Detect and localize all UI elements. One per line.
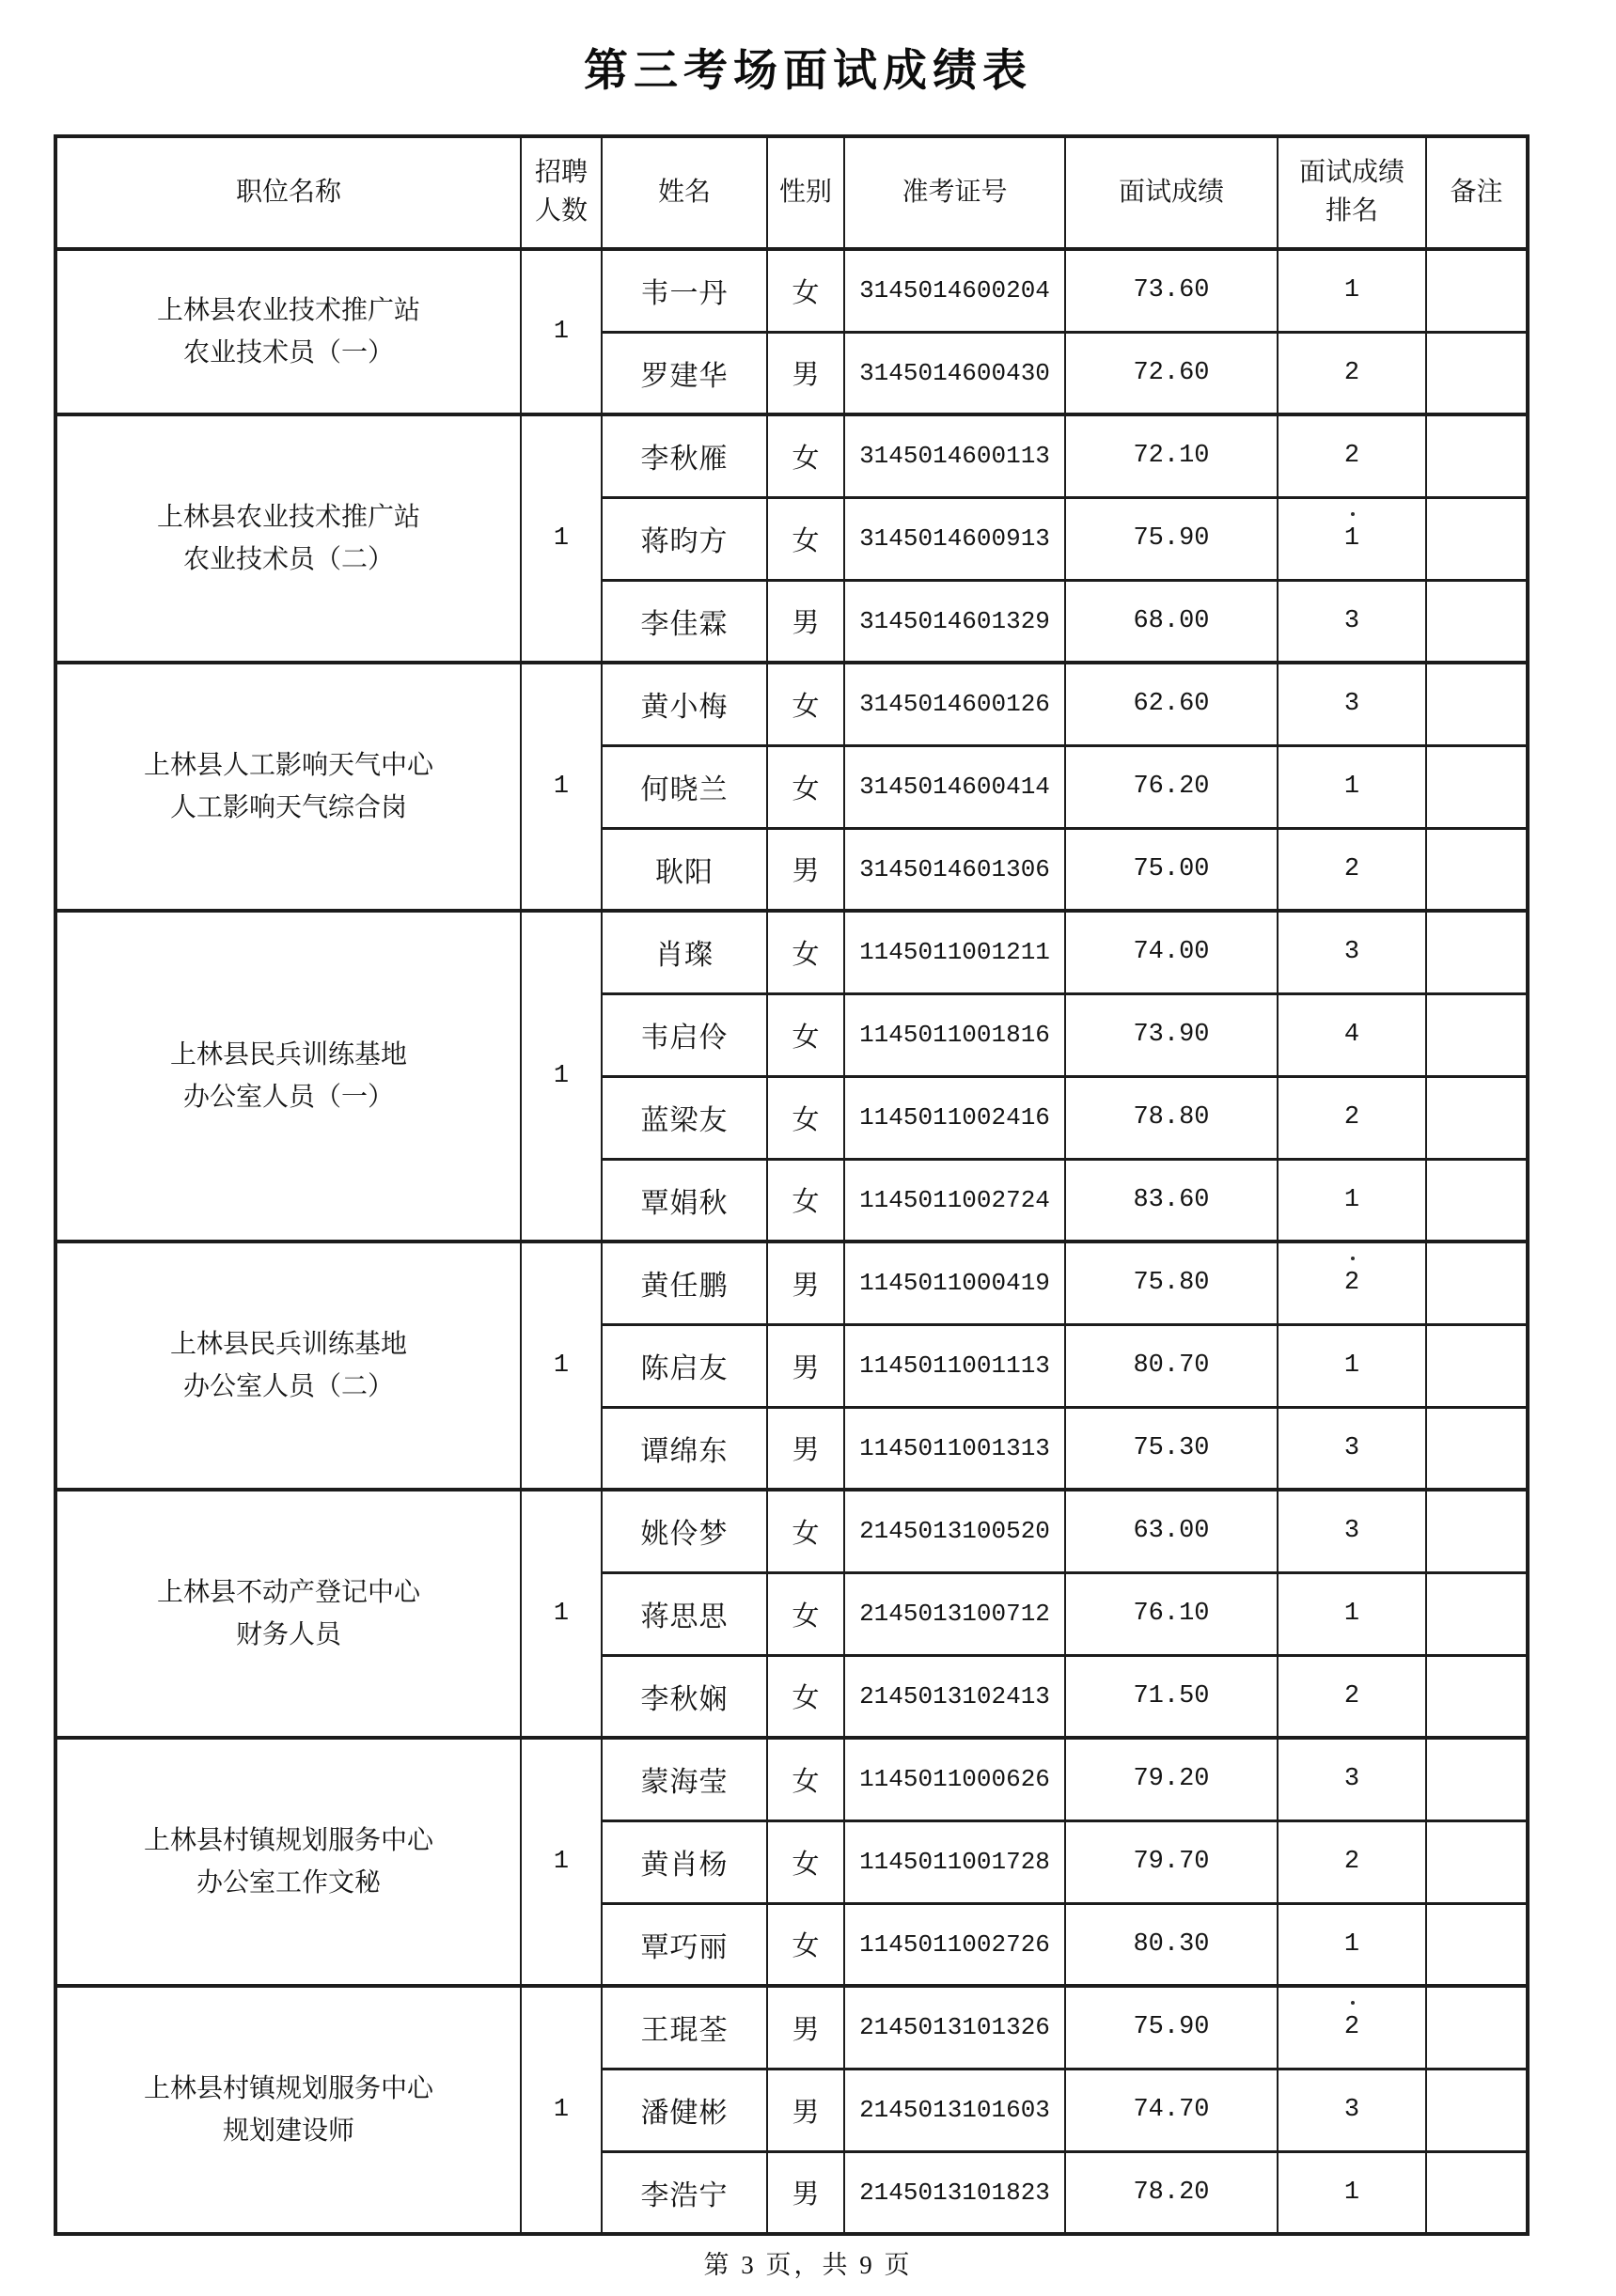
gender-cell: 女	[767, 1572, 844, 1655]
position-cell	[55, 1986, 521, 2234]
exam-no-cell: 3145014601306	[844, 828, 1065, 911]
position-line: 农业技术员（二）	[182, 545, 394, 574]
gender-cell: 男	[767, 2069, 844, 2151]
col-header-gender: 性别	[767, 136, 844, 249]
name-cell: 蓝梁友	[602, 1076, 767, 1159]
position-line: 上林县村镇规划服务中心	[143, 2073, 433, 2103]
rank-cell: 1	[1278, 745, 1426, 828]
score-cell: 78.80	[1065, 1076, 1278, 1159]
remark-cell	[1426, 332, 1528, 414]
headcount-cell: 1	[521, 249, 602, 414]
position-line: 上林县农业技术推广站	[156, 502, 420, 532]
name-cell: 李秋娴	[602, 1655, 767, 1738]
headcount-cell: 1	[521, 911, 602, 1242]
rank-cell: 3	[1278, 663, 1426, 745]
name-cell: 姚伶梦	[602, 1490, 767, 1572]
score-cell: 76.10	[1065, 1572, 1278, 1655]
gender-cell: 女	[767, 497, 844, 580]
exam-no-cell: 3145014600126	[844, 663, 1065, 745]
rank-cell: 3	[1278, 911, 1426, 993]
exam-no-cell: 1145011001816	[844, 993, 1065, 1076]
score-cell: 75.30	[1065, 1407, 1278, 1490]
rank-cell: 2	[1278, 1076, 1426, 1159]
score-cell: 74.00	[1065, 911, 1278, 993]
exam-no-cell: 1145011001113	[844, 1324, 1065, 1407]
exam-no-cell: 2145013101823	[844, 2151, 1065, 2234]
candidate-row	[55, 249, 1528, 332]
gender-cell: 女	[767, 1490, 844, 1572]
remark-cell	[1426, 1159, 1528, 1242]
rank-cell: 1	[1278, 1324, 1426, 1407]
rank-cell: 2	[1278, 332, 1426, 414]
position-line: 办公室人员（二）	[182, 1372, 394, 1401]
col-header-exam-no: 准考证号	[844, 136, 1065, 249]
gender-cell: 男	[767, 1986, 844, 2069]
score-cell: 80.70	[1065, 1324, 1278, 1407]
name-cell: 蒋思思	[602, 1572, 767, 1655]
col-header-rank-line1: 面试成绩	[1298, 158, 1404, 188]
remark-cell	[1426, 497, 1528, 580]
name-cell: 韦一丹	[602, 249, 767, 332]
rank-cell: 3	[1278, 1490, 1426, 1572]
score-cell: 75.80	[1065, 1242, 1278, 1324]
rank-cell: 1	[1278, 1159, 1426, 1242]
name-cell: 何晓兰	[602, 745, 767, 828]
remark-cell	[1426, 414, 1528, 497]
exam-no-cell: 1145011002416	[844, 1076, 1065, 1159]
score-cell: 74.70	[1065, 2069, 1278, 2151]
position-line: 上林县民兵训练基地	[169, 1329, 407, 1359]
rank-cell: 2	[1278, 1986, 1426, 2069]
rank-cell: 2	[1278, 828, 1426, 911]
col-header-position: 职位名称	[55, 136, 521, 249]
exam-no-cell: 1145011001728	[844, 1820, 1065, 1903]
position-line: 上林县不动产登记中心	[156, 1577, 420, 1607]
gender-cell: 男	[767, 1407, 844, 1490]
exam-no-cell: 3145014600414	[844, 745, 1065, 828]
score-cell: 73.60	[1065, 249, 1278, 332]
name-cell: 耿阳	[602, 828, 767, 911]
gender-cell: 女	[767, 414, 844, 497]
rank-cell: 2	[1278, 1820, 1426, 1903]
headcount-cell: 1	[521, 1738, 602, 1986]
gender-cell: 男	[767, 1324, 844, 1407]
col-header-rank-line2: 排名	[1325, 196, 1378, 226]
gender-cell: 男	[767, 2151, 844, 2234]
position-line: 办公室人员（一）	[182, 1083, 394, 1112]
remark-cell	[1426, 1655, 1528, 1738]
remark-cell	[1426, 1324, 1528, 1407]
name-cell: 李秋雁	[602, 414, 767, 497]
name-cell: 黄任鹏	[602, 1242, 767, 1324]
position-line: 上林县人工影响天气中心	[143, 750, 433, 780]
rank-cell: 4	[1278, 993, 1426, 1076]
score-cell: 80.30	[1065, 1903, 1278, 1986]
position-line: 上林县村镇规划服务中心	[143, 1825, 433, 1855]
scan-dot-artifact	[1351, 2001, 1355, 2005]
remark-cell	[1426, 1820, 1528, 1903]
col-header-name: 姓名	[602, 136, 767, 249]
candidate-row	[55, 414, 1528, 497]
score-cell: 83.60	[1065, 1159, 1278, 1242]
remark-cell	[1426, 2151, 1528, 2234]
gender-cell: 女	[767, 1655, 844, 1738]
score-cell: 73.90	[1065, 993, 1278, 1076]
headcount-cell: 1	[521, 1490, 602, 1738]
name-cell: 潘健彬	[602, 2069, 767, 2151]
gender-cell: 男	[767, 580, 844, 663]
name-cell: 覃巧丽	[602, 1903, 767, 1986]
exam-no-cell: 3145014600913	[844, 497, 1065, 580]
name-cell: 谭绵东	[602, 1407, 767, 1490]
exam-no-cell: 2145013100520	[844, 1490, 1065, 1572]
exam-no-cell: 2145013101326	[844, 1986, 1065, 2069]
remark-cell	[1426, 1903, 1528, 1986]
remark-cell	[1426, 1076, 1528, 1159]
remark-cell	[1426, 1986, 1528, 2069]
rank-cell: 1	[1278, 1572, 1426, 1655]
table-body	[55, 249, 1528, 2234]
name-cell: 罗建华	[602, 332, 767, 414]
score-cell: 72.10	[1065, 414, 1278, 497]
position-line: 人工影响天气综合岗	[169, 793, 407, 822]
name-cell: 李佳霖	[602, 580, 767, 663]
rank-cell: 1	[1278, 1903, 1426, 1986]
exam-no-cell: 3145014601329	[844, 580, 1065, 663]
exam-no-cell: 3145014600430	[844, 332, 1065, 414]
rank-cell: 1	[1278, 2151, 1426, 2234]
position-cell	[55, 414, 521, 663]
gender-cell: 女	[767, 1076, 844, 1159]
col-header-score: 面试成绩	[1065, 136, 1278, 249]
remark-cell	[1426, 1407, 1528, 1490]
name-cell: 蒋昀方	[602, 497, 767, 580]
gender-cell: 女	[767, 745, 844, 828]
name-cell: 韦启伶	[602, 993, 767, 1076]
gender-cell: 男	[767, 332, 844, 414]
exam-no-cell: 2145013102413	[844, 1655, 1065, 1738]
position-line: 上林县民兵训练基地	[169, 1039, 407, 1070]
position-cell	[55, 911, 521, 1242]
rank-cell: 1	[1278, 249, 1426, 332]
gender-cell: 女	[767, 663, 844, 745]
score-cell: 63.00	[1065, 1490, 1278, 1572]
gender-cell: 女	[767, 1820, 844, 1903]
exam-no-cell: 3145014600113	[844, 414, 1065, 497]
score-cell: 76.20	[1065, 745, 1278, 828]
remark-cell	[1426, 2069, 1528, 2151]
headcount-cell: 1	[521, 1242, 602, 1490]
remark-cell	[1426, 1490, 1528, 1572]
score-table	[54, 134, 1530, 2236]
position-cell	[55, 663, 521, 911]
gender-cell: 女	[767, 911, 844, 993]
score-cell: 75.90	[1065, 497, 1278, 580]
name-cell: 蒙海莹	[602, 1738, 767, 1820]
position-line: 规划建设师	[222, 2116, 354, 2146]
exam-no-cell: 2145013101603	[844, 2069, 1065, 2151]
headcount-cell: 1	[521, 1986, 602, 2234]
remark-cell	[1426, 1738, 1528, 1820]
candidate-row	[55, 911, 1528, 993]
remark-cell	[1426, 745, 1528, 828]
gender-cell: 女	[767, 993, 844, 1076]
score-cell: 75.90	[1065, 1986, 1278, 2069]
score-cell: 68.00	[1065, 580, 1278, 663]
exam-no-cell: 2145013100712	[844, 1572, 1065, 1655]
remark-cell	[1426, 1572, 1528, 1655]
remark-cell	[1426, 911, 1528, 993]
rank-cell: 3	[1278, 1407, 1426, 1490]
rank-cell: 2	[1278, 414, 1426, 497]
table-header-row	[55, 136, 1528, 249]
score-cell: 71.50	[1065, 1655, 1278, 1738]
score-cell: 72.60	[1065, 332, 1278, 414]
candidate-row	[55, 663, 1528, 745]
rank-cell: 3	[1278, 2069, 1426, 2151]
rank-cell: 2	[1278, 1242, 1426, 1324]
score-cell: 62.60	[1065, 663, 1278, 745]
page-footer: 第 3 页，共 9 页	[703, 2251, 913, 2279]
name-cell: 陈启友	[602, 1324, 767, 1407]
gender-cell: 女	[767, 1159, 844, 1242]
exam-no-cell: 1145011000419	[844, 1242, 1065, 1324]
remark-cell	[1426, 1242, 1528, 1324]
exam-no-cell: 1145011002726	[844, 1903, 1065, 1986]
gender-cell: 男	[767, 828, 844, 911]
score-cell: 75.00	[1065, 828, 1278, 911]
headcount-cell: 1	[521, 663, 602, 911]
col-header-rank	[1278, 136, 1426, 249]
name-cell: 李浩宁	[602, 2151, 767, 2234]
exam-no-cell: 1145011000626	[844, 1738, 1065, 1820]
exam-no-cell: 1145011002724	[844, 1159, 1065, 1242]
gender-cell: 女	[767, 249, 844, 332]
position-line: 农业技术员（一）	[182, 338, 394, 367]
col-header-headcount-line1: 招聘	[534, 158, 588, 188]
exam-no-cell: 1145011001313	[844, 1407, 1065, 1490]
gender-cell: 女	[767, 1903, 844, 1986]
gender-cell: 女	[767, 1738, 844, 1820]
name-cell: 黄小梅	[602, 663, 767, 745]
position-cell	[55, 1490, 521, 1738]
col-header-headcount-line2: 人数	[534, 196, 588, 226]
candidate-row	[55, 1242, 1528, 1324]
score-cell: 78.20	[1065, 2151, 1278, 2234]
remark-cell	[1426, 663, 1528, 745]
headcount-cell: 1	[521, 414, 602, 663]
rank-cell: 3	[1278, 1738, 1426, 1820]
position-line: 财务人员	[235, 1620, 341, 1649]
exam-no-cell: 3145014600204	[844, 249, 1065, 332]
col-header-headcount	[521, 136, 602, 249]
score-cell: 79.70	[1065, 1820, 1278, 1903]
rank-cell: 2	[1278, 1655, 1426, 1738]
gender-cell: 男	[767, 1242, 844, 1324]
name-cell: 黄肖杨	[602, 1820, 767, 1903]
name-cell: 肖璨	[602, 911, 767, 993]
name-cell: 覃娟秋	[602, 1159, 767, 1242]
candidate-row	[55, 1986, 1528, 2069]
page-title: 第三考场面试成绩表	[584, 47, 1032, 96]
candidate-row	[55, 1490, 1528, 1572]
scan-dot-artifact	[1351, 1257, 1355, 1260]
rank-cell: 1	[1278, 497, 1426, 580]
exam-no-cell: 1145011001211	[844, 911, 1065, 993]
score-cell: 79.20	[1065, 1738, 1278, 1820]
position-line: 办公室工作文秘	[196, 1868, 381, 1898]
remark-cell	[1426, 580, 1528, 663]
position-cell	[55, 1242, 521, 1490]
position-cell	[55, 249, 521, 414]
name-cell: 王琨荃	[602, 1986, 767, 2069]
rank-cell: 3	[1278, 580, 1426, 663]
position-line: 上林县农业技术推广站	[156, 295, 420, 325]
scan-dot-artifact	[1351, 512, 1355, 516]
col-header-remark: 备注	[1426, 136, 1528, 249]
remark-cell	[1426, 993, 1528, 1076]
candidate-row	[55, 1738, 1528, 1820]
position-cell	[55, 1738, 521, 1986]
remark-cell	[1426, 828, 1528, 911]
remark-cell	[1426, 249, 1528, 332]
